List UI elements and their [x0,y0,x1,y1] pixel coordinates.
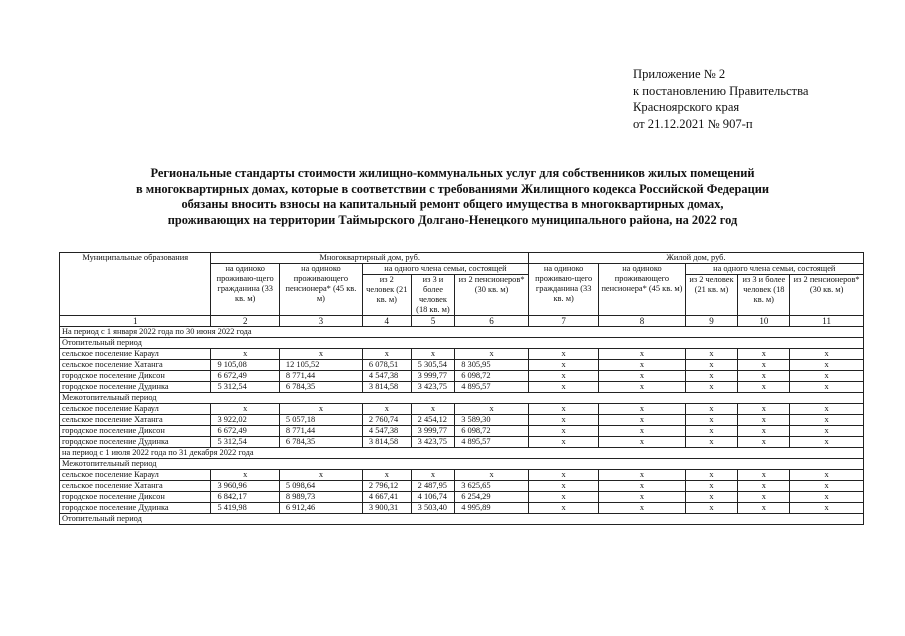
value-cell: 6 672,49 [211,371,279,382]
value-cell: x [738,349,790,360]
value-cell: 6 078,51 [362,360,411,371]
header-single-pensioner: на одиноко проживающего пенсионера* (45 кв. м) [599,264,685,316]
table-row [60,470,864,481]
value-cell: 3 589,30 [455,415,529,426]
value-cell: 5 305,54 [411,360,455,371]
value-cell: x [738,437,790,448]
column-number: 9 [685,316,738,327]
value-cell: x [528,503,599,514]
value-cell: x [738,415,790,426]
value-cell: x [685,349,738,360]
value-cell: 8 771,44 [279,426,362,437]
value-cell: x [790,492,864,503]
table-row [60,503,864,514]
value-cell: x [790,382,864,393]
value-cell: x [411,349,455,360]
municipality-name: сельское поселение Хатанга [60,415,211,426]
table-row [60,371,864,382]
column-numbers-row [60,316,864,327]
section-label: на период с 1 июля 2022 года по 31 декабря 2022 года [60,448,864,459]
value-cell: x [528,404,599,415]
value-cell: x [411,470,455,481]
municipality-name: сельское поселение Караул [60,349,211,360]
value-cell: 2 796,12 [362,481,411,492]
header-three-more: из 3 и более человек (18 кв. м) [738,275,790,316]
value-cell: 3 625,65 [455,481,529,492]
value-cell: 4 547,38 [362,371,411,382]
table-row [60,492,864,503]
table-row [60,481,864,492]
value-cell: x [455,470,529,481]
section-row [60,459,864,470]
value-cell: 6 672,49 [211,426,279,437]
value-cell: x [528,470,599,481]
municipality-name: городское поселение Диксон [60,371,211,382]
appendix-line: Приложение № 2 [633,67,726,81]
value-cell: x [738,470,790,481]
table-row [60,382,864,393]
value-cell: x [685,371,738,382]
table-row [60,360,864,371]
value-cell: x [738,481,790,492]
table-row [60,415,864,426]
value-cell: x [211,470,279,481]
value-cell: x [738,404,790,415]
municipality-name: сельское поселение Караул [60,404,211,415]
section-label: На период с 1 января 2022 года по 30 июня 2022 года [60,327,864,338]
municipality-name: сельское поселение Караул [60,470,211,481]
value-cell: x [685,415,738,426]
section-label: Отопительный период [60,338,864,349]
value-cell: x [685,382,738,393]
value-cell: 2 487,95 [411,481,455,492]
value-cell: 2 760,74 [362,415,411,426]
value-cell: x [685,503,738,514]
value-cell: x [528,360,599,371]
value-cell: x [411,404,455,415]
column-number: 11 [790,316,864,327]
header-single-living: на одиноко проживаю-щего гражданина (33 кв. м) [528,264,599,316]
value-cell: 4 106,74 [411,492,455,503]
column-number: 2 [211,316,279,327]
column-number: 1 [60,316,211,327]
column-number: 10 [738,316,790,327]
value-cell: 4 547,38 [362,426,411,437]
header-two-pensioners: из 2 пенсионеров* (30 кв. м) [455,275,529,316]
column-number: 8 [599,316,685,327]
section-label: Межотопительный период [60,393,864,404]
value-cell: x [599,481,685,492]
table-row [60,404,864,415]
value-cell: x [790,503,864,514]
value-cell: x [599,437,685,448]
value-cell: x [738,382,790,393]
value-cell: x [362,404,411,415]
value-cell: x [599,470,685,481]
value-cell: 3 900,31 [362,503,411,514]
value-cell: x [528,437,599,448]
value-cell: x [685,404,738,415]
value-cell: x [685,492,738,503]
header-two-people: из 2 человек (21 кв. м) [685,275,738,316]
value-cell: 9 105,08 [211,360,279,371]
value-cell: 3 814,58 [362,382,411,393]
value-cell: x [790,415,864,426]
appendix-line: Красноярского края [633,100,740,114]
appendix-block [633,66,808,132]
value-cell: x [279,404,362,415]
value-cell: x [211,349,279,360]
value-cell: x [790,371,864,382]
value-cell: x [599,426,685,437]
value-cell: x [362,349,411,360]
value-cell: x [685,426,738,437]
standards-table [59,252,864,525]
standards-table-wrap [59,252,864,525]
value-cell: 5 312,54 [211,437,279,448]
value-cell: x [685,481,738,492]
section-label: Межотопительный период [60,459,864,470]
value-cell: 8 305,95 [455,360,529,371]
value-cell: x [738,360,790,371]
value-cell: 5 312,54 [211,382,279,393]
value-cell: x [279,470,362,481]
header-mkd: Многоквартирный дом, руб. [211,253,528,264]
value-cell: x [790,349,864,360]
value-cell: x [599,492,685,503]
column-number: 3 [279,316,362,327]
value-cell: x [455,349,529,360]
header-row-1 [60,253,864,264]
column-number: 7 [528,316,599,327]
header-two-people: из 2 человек (21 кв. м) [362,275,411,316]
value-cell: x [528,481,599,492]
value-cell: x [599,503,685,514]
value-cell: x [528,415,599,426]
municipality-name: городское поселение Дудинка [60,437,211,448]
municipality-name: сельское поселение Хатанга [60,360,211,371]
column-number: 6 [455,316,529,327]
value-cell: 6 842,17 [211,492,279,503]
value-cell: 5 057,18 [279,415,362,426]
header-three-more: из 3 и более человек (18 кв. м) [411,275,455,316]
table-row [60,437,864,448]
section-row [60,393,864,404]
value-cell: 5 098,64 [279,481,362,492]
municipality-name: сельское поселение Хатанга [60,481,211,492]
value-cell: 4 995,89 [455,503,529,514]
value-cell: x [528,382,599,393]
value-cell: x [599,371,685,382]
title-line: проживающих на территории Таймырского Долгано-Ненецкого муниципального района, на 2022 год [167,212,738,227]
value-cell: x [790,437,864,448]
value-cell: 6 098,72 [455,426,529,437]
section-row [60,338,864,349]
value-cell: 8 989,73 [279,492,362,503]
value-cell: x [455,404,529,415]
header-per-member: на одного члена семьи, состоящей [362,264,528,275]
value-cell: x [528,371,599,382]
title-line: в многоквартирных домах, которые в соответствии с требованиями Жилищного кодекса Российской Федерации [135,181,769,196]
section-row [60,327,864,338]
value-cell: x [738,426,790,437]
header-single-living: на одиноко проживаю-щего гражданина (33 кв. м) [211,264,279,316]
value-cell: x [599,415,685,426]
value-cell: 3 423,75 [411,382,455,393]
section-row [60,448,864,459]
value-cell: 3 814,58 [362,437,411,448]
value-cell: 4 895,57 [455,382,529,393]
value-cell: 3 960,96 [211,481,279,492]
value-cell: 2 454,12 [411,415,455,426]
appendix-line: от 21.12.2021 № 907-п [633,116,753,131]
value-cell: x [738,503,790,514]
value-cell: x [790,481,864,492]
value-cell: x [790,360,864,371]
title-line: Региональные стандарты стоимости жилищно-коммунальных услуг для собственников жилых помещений [150,166,755,180]
value-cell: x [599,360,685,371]
value-cell: x [790,470,864,481]
value-cell: x [790,404,864,415]
table-row [60,349,864,360]
header-single-pensioner: на одиноко проживающего пенсионера* (45 кв. м) [279,264,362,316]
municipality-name: городское поселение Диксон [60,492,211,503]
value-cell: x [738,371,790,382]
value-cell: x [790,426,864,437]
value-cell: 6 784,35 [279,437,362,448]
document-title [60,166,845,228]
title-line: обязаны вносить взносы на капитальный ремонт общего имущества в многоквартирных домах, [181,197,724,212]
section-label: Отопительный период [60,514,864,525]
value-cell: 6 912,46 [279,503,362,514]
municipality-name: городское поселение Дудинка [60,382,211,393]
column-number: 4 [362,316,411,327]
value-cell: x [362,470,411,481]
value-cell: 6 098,72 [455,371,529,382]
value-cell: 8 771,44 [279,371,362,382]
value-cell: 3 999,77 [411,371,455,382]
value-cell: 4 667,41 [362,492,411,503]
value-cell: x [279,349,362,360]
appendix-line: к постановлению Правительства [633,83,809,98]
value-cell: x [528,426,599,437]
value-cell: 6 784,35 [279,382,362,393]
value-cell: 3 922,02 [211,415,279,426]
value-cell: x [528,492,599,503]
value-cell: x [211,404,279,415]
value-cell: 4 895,57 [455,437,529,448]
table-row [60,426,864,437]
header-house: Жилой дом, руб. [528,253,863,264]
column-number: 5 [411,316,455,327]
value-cell: 3 999,77 [411,426,455,437]
value-cell: x [599,349,685,360]
value-cell: x [599,382,685,393]
header-municipal: Муниципальные образования [60,253,211,316]
municipality-name: городское поселение Дудинка [60,503,211,514]
value-cell: x [685,360,738,371]
value-cell: 3 503,40 [411,503,455,514]
value-cell: x [599,404,685,415]
value-cell: 3 423,75 [411,437,455,448]
municipality-name: городское поселение Диксон [60,426,211,437]
value-cell: x [685,470,738,481]
value-cell: 6 254,29 [455,492,529,503]
value-cell: 12 105,52 [279,360,362,371]
value-cell: 5 419,98 [211,503,279,514]
header-per-member: на одного члена семьи, состоящей [685,264,864,275]
value-cell: x [738,492,790,503]
section-row [60,514,864,525]
value-cell: x [685,437,738,448]
header-two-pensioners: из 2 пенсионеров* (30 кв. м) [790,275,864,316]
value-cell: x [528,349,599,360]
